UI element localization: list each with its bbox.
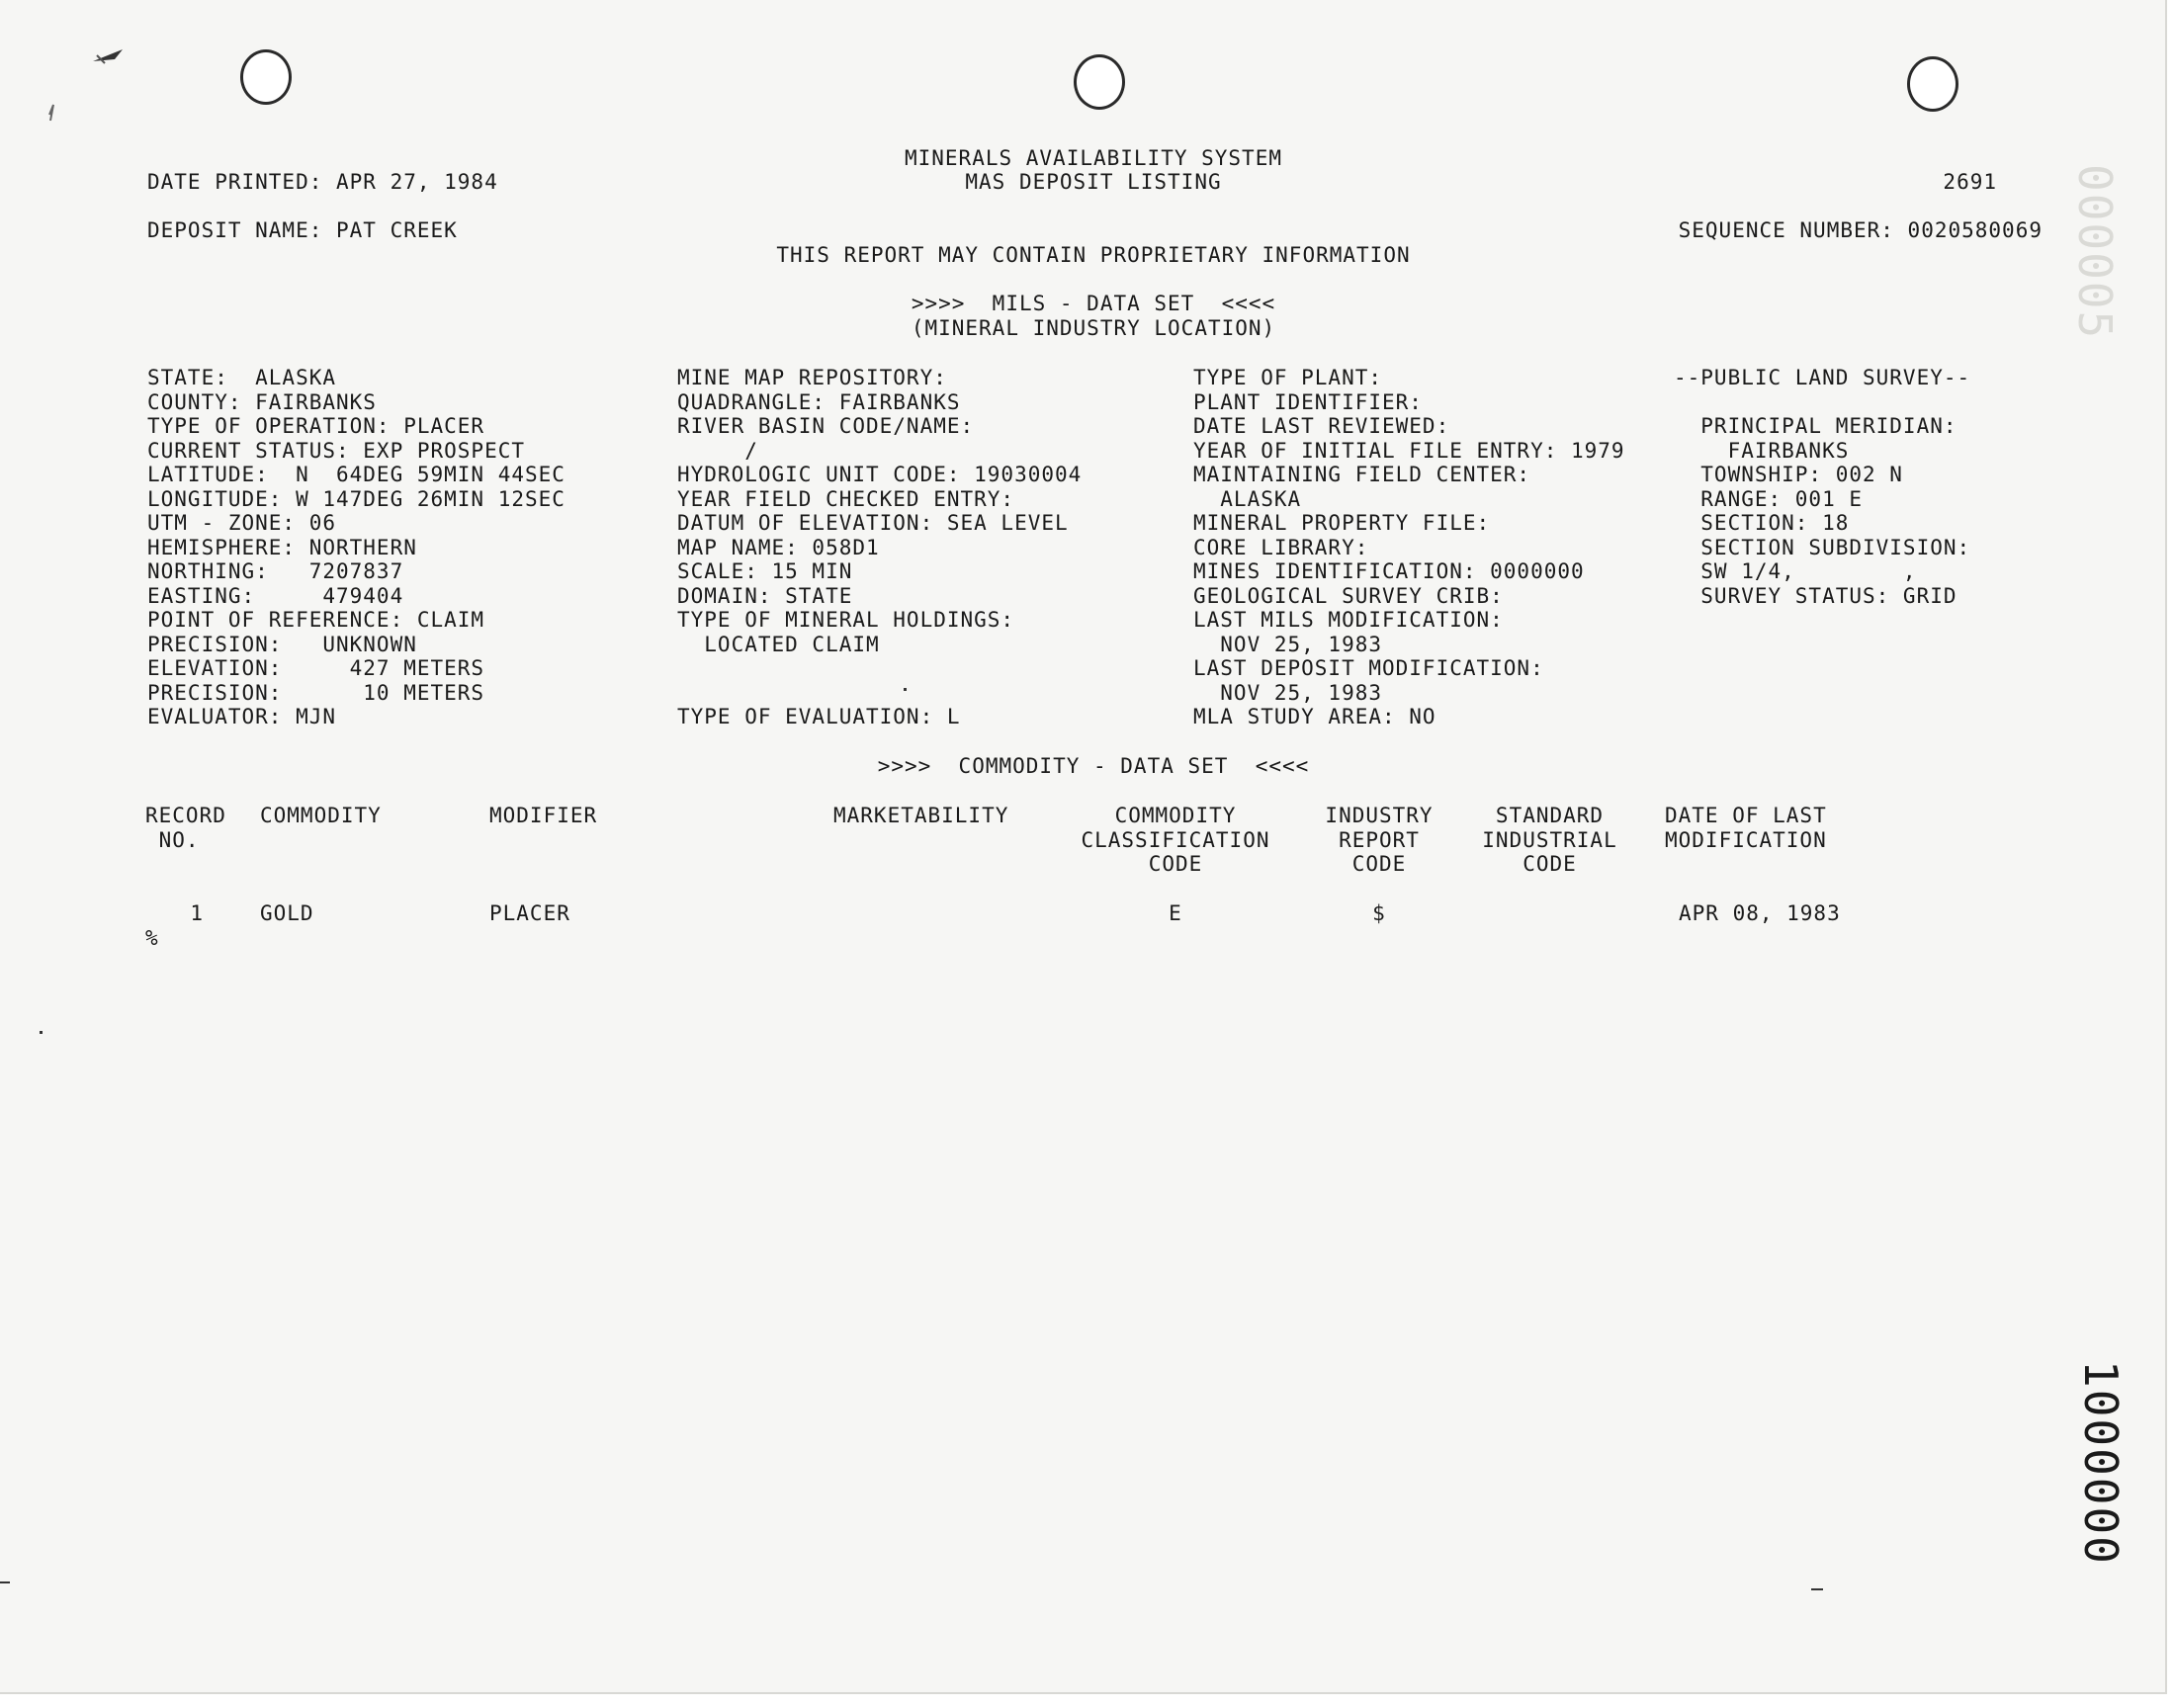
commodity-section-title: >>>> COMMODITY - DATA SET <<<< [877,754,1310,778]
field-line: CURRENT STATUS: EXP PROSPECT [147,438,526,463]
field-line: DATUM OF ELEVATION: SEA LEVEL [677,511,1069,535]
field-line: EASTING: 479404 [147,583,404,608]
field-line: PRINCIPAL MERIDIAN: [1674,414,1958,438]
field-line: LAST MILS MODIFICATION: [1193,608,1504,632]
field-line: MLA STUDY AREA: NO [1193,705,1436,728]
field-line: PLANT IDENTIFIER: [1193,389,1423,414]
margin-stamp-top: 000005 [2068,164,2122,341]
dust-speck [0,1581,10,1583]
field-line: MAINTAINING FIELD CENTER: [1193,463,1531,486]
field-line: DATE LAST REVIEWED: [1193,414,1450,438]
field-line: MINE MAP REPOSITORY: [677,366,947,389]
field-line: HEMISPHERE: NORTHERN [147,535,417,559]
header-modifier: MODIFIER [489,804,598,827]
field-line: RANGE: 001 E [1674,486,1864,511]
field-line: NORTHING: 7207837 [147,559,404,583]
field-line: LONGITUDE: W 147DEG 26MIN 12SEC [147,486,566,511]
field-line: STATE: ALASKA [147,366,337,389]
binder-hole-right [1907,56,1958,112]
header-industry-report-code: INDUSTRY REPORT CODE [1325,804,1434,876]
dust-speck [40,1031,43,1034]
field-line: DOMAIN: STATE [677,583,853,608]
field-line: TYPE OF MINERAL HOLDINGS: [677,608,1015,632]
field-line: TOWNSHIP: 002 N [1674,463,1903,486]
field-line: LATITUDE: N 64DEG 59MIN 44SEC [147,463,566,486]
proprietary-notice: THIS REPORT MAY CONTAIN PROPRIETARY INFORMATION [776,243,1411,267]
dust-speck [904,688,907,691]
field-line: MINERAL PROPERTY FILE: [1193,511,1491,535]
binder-hole-center [1074,54,1125,110]
mils-section-title: >>>> MILS - DATA SET <<<< [911,292,1276,315]
system-title: MINERALS AVAILABILITY SYSTEM [904,146,1282,170]
field-line: SCALE: 15 MIN [677,559,853,583]
field-line: TYPE OF EVALUATION: L [677,705,961,728]
field-line: COUNTY: FAIRBANKS [147,389,377,414]
mils-section-subtitle: (MINERAL INDUSTRY LOCATION) [911,316,1276,340]
field-line: NOV 25, 1983 [1193,632,1383,656]
field-line: TYPE OF OPERATION: PLACER [147,414,485,438]
field-line: SECTION SUBDIVISION: [1674,535,1971,559]
header-classification-code: COMMODITY CLASSIFICATION CODE [1081,804,1270,876]
field-line: PRECISION: UNKNOWN [147,632,417,656]
cell-date-of-last-modification: APR 08, 1983 [1679,901,1841,925]
field-line: ELEVATION: 427 METERS [147,656,485,680]
end-of-record-marker: % [145,926,159,950]
cell-classification-code: E [1169,901,1182,925]
field-line: UTM - ZONE: 06 [147,511,337,535]
field-line: POINT OF REFERENCE: CLAIM [147,608,485,632]
field-line: YEAR FIELD CHECKED ENTRY: [677,486,1015,511]
listing-title: MAS DEPOSIT LISTING [965,170,1222,194]
field-line: ALASKA [1193,486,1302,511]
field-line: LAST DEPOSIT MODIFICATION: [1193,656,1544,680]
sequence-number: SEQUENCE NUMBER: 0020580069 [1678,218,2043,242]
field-line: MAP NAME: 058D1 [677,535,880,559]
field-line: HYDROLOGIC UNIT CODE: 19030004 [677,463,1083,486]
cell-record-no: 1 [190,901,204,925]
field-line: RIVER BASIN CODE/NAME: [677,414,975,438]
field-line: / [677,438,758,463]
field-line: YEAR OF INITIAL FILE ENTRY: 1979 [1193,438,1625,463]
field-line: SECTION: 18 [1674,511,1850,535]
header-standard-industrial-code: STANDARD INDUSTRIAL CODE [1482,804,1617,876]
header-record-no: RECORD NO. [145,804,226,852]
header-commodity: COMMODITY [260,804,382,827]
binder-hole-left [240,49,292,105]
dust-speck [1811,1588,1823,1590]
field-line: FAIRBANKS [1674,438,1850,463]
field-line: TYPE OF PLANT: [1193,366,1383,389]
field-line: NOV 25, 1983 [1193,680,1383,705]
field-line: EVALUATOR: MJN [147,705,337,728]
deposit-name: DEPOSIT NAME: PAT CREEK [147,218,458,242]
field-line: SW 1/4, , [1674,559,1917,583]
header-date-of-last-modification: DATE OF LAST MODIFICATION [1665,804,1827,852]
margin-stamp-bottom: 1000000 [2074,1360,2128,1566]
cell-commodity: GOLD [260,901,314,925]
field-line: PRECISION: 10 METERS [147,680,485,705]
cell-modifier: PLACER [489,901,570,925]
field-line: --PUBLIC LAND SURVEY-- [1674,366,1971,389]
page-number: 2691 [1943,170,1997,194]
field-line: CORE LIBRARY: [1193,535,1369,559]
field-line: SURVEY STATUS: GRID [1674,583,1958,608]
pencil-mark [40,36,138,125]
field-line: MINES IDENTIFICATION: 0000000 [1193,559,1585,583]
cell-industry-report-code: $ [1372,901,1386,925]
field-line: LOCATED CLAIM [677,632,880,656]
field-line: QUADRANGLE: FAIRBANKS [677,389,961,414]
field-line: GEOLOGICAL SURVEY CRIB: [1193,583,1504,608]
date-printed: DATE PRINTED: APR 27, 1984 [147,170,498,194]
header-marketability: MARKETABILITY [833,804,1009,827]
